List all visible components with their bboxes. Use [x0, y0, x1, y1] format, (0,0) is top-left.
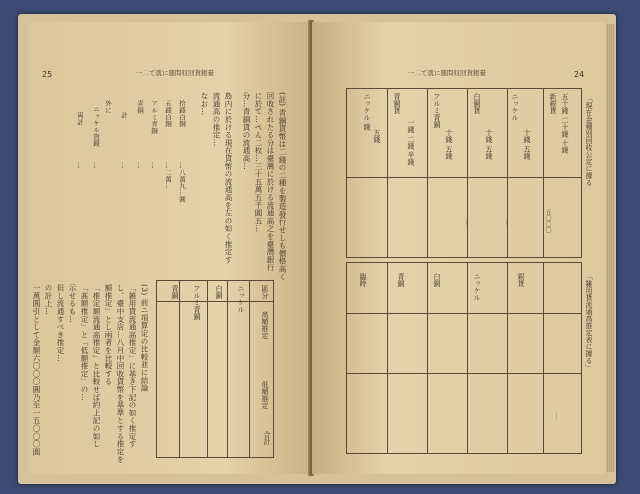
page-edges — [606, 24, 614, 472]
table-row-label: 合計 — [263, 431, 271, 445]
footer-text: … — [554, 413, 561, 419]
table1-value: … — [150, 162, 158, 169]
left-page — [28, 22, 310, 474]
table-row-label: 青銅 — [171, 285, 179, 299]
page-number-left: 25 — [42, 70, 53, 79]
text-column: 一萬圓引として金額六〇〇〇圓乃至一五〇〇〇圓 — [32, 284, 41, 456]
table1-label: 五錢白銅 — [164, 100, 172, 128]
estimate-table — [156, 280, 274, 458]
text-column: なお… — [200, 92, 209, 116]
table-header-cell: 低額推定 — [261, 381, 269, 409]
table1-value: … — [136, 162, 144, 169]
table-header-cell: 區分 — [261, 285, 269, 299]
table-row-label: ニッケル 錢 — [363, 93, 371, 131]
table-row-label: 白銅 — [215, 285, 223, 299]
table-row-label: アルミ青銅 — [433, 93, 441, 128]
table-row-label: 青銅貨 — [393, 93, 401, 114]
running-head-right: 一二て就に題問収回貨銀臺 — [408, 69, 486, 77]
table1-label: 計 — [120, 112, 128, 119]
text-column: 回收されたる分は臺灣に於ける流通高之を臺灣銀行 — [266, 92, 275, 272]
running-head-left: 一二て就に題問収回貨銀臺 — [136, 69, 214, 77]
table1-label: 拾錢白銅 — [178, 100, 186, 128]
table-row-sub: 十錢 五錢 — [523, 129, 531, 160]
amount-value: 五〇〇〇 — [544, 209, 551, 233]
table-row-label: 臨時 — [359, 273, 367, 287]
table1-label: アルミ青銅 — [150, 100, 158, 134]
open-book — [18, 14, 616, 484]
circulation-table — [346, 262, 593, 454]
table-row-sub: 十錢 五錢 — [485, 129, 493, 160]
table1-value: …八萬九…圓 — [178, 162, 186, 203]
text-column: 「雑用貨流通高推定」に基き下記の如く推定す — [128, 284, 137, 448]
table1-value: …二萬… — [164, 162, 172, 190]
text-column: 但し流通すべき推定… — [56, 284, 65, 362]
amount-value: … — [464, 219, 471, 225]
table-row-sub: 十錢 五錢 — [445, 129, 453, 160]
denomination-table — [346, 88, 593, 258]
table-header-cell: 髙額推定 — [261, 311, 269, 339]
text-column: 「髙額推定」と「低額推定」の… — [80, 284, 89, 401]
table-row-sub: 一錢 二錢 半錢 — [407, 119, 415, 166]
text-column: 島内に於ける現在貨幣の流通高を左の如く推定す — [224, 92, 233, 264]
table1-value: … — [76, 162, 84, 169]
text-column: (3) 前ニ項算定の比較並に結論 — [140, 284, 149, 392]
text-column: 額推定」とし兩者を比較する — [104, 284, 113, 386]
text-column: 「推定額流通高推定」と比較せば約上記の如し — [92, 284, 101, 448]
table-row-label: 青銅 — [397, 273, 405, 287]
table1-label: ニッケル貨錢 — [92, 106, 100, 147]
table-row-sub: 五十錢 二十錢 十錢 — [561, 93, 569, 154]
table-title: 「現在金種別回收公定に據る — [585, 95, 593, 186]
table1-label: 青銅 — [136, 100, 144, 114]
table-row-label: 白銅貨 — [473, 93, 481, 114]
table-row-label: 新銀貨 — [549, 93, 557, 114]
table1-label: 両計 — [76, 112, 84, 126]
table-row-label: 白銅 — [433, 273, 441, 287]
table-row-label: ニッケル — [511, 93, 519, 121]
table-row-label: ニッケル — [473, 273, 481, 301]
table-row-sub: 五錢 — [373, 129, 381, 143]
table1-value: … — [92, 162, 100, 169]
text-column: の計上… — [44, 284, 53, 316]
table-row-label: アルミ青銅 — [193, 285, 201, 320]
table1-label: 外に — [104, 100, 112, 114]
table-row-label: 銀貨 — [517, 273, 525, 287]
text-column: 分…青銅貨の流通高… — [242, 92, 251, 170]
page-number-right: 24 — [574, 70, 585, 79]
table-title: 「雑用貨流通高推定表に據る」 — [585, 273, 593, 371]
table1-value: … — [120, 162, 128, 169]
text-column: に於て…ぺん二枚…三十五萬五千圓五… — [254, 92, 263, 233]
text-column: (註) 青銅貨幣は二錢の二種を製造發行せしも價格高く — [278, 92, 287, 281]
amount-value: … — [504, 219, 511, 225]
text-column: し、臺中支店…八月中回收貨幣を基準とする推定を — [116, 284, 125, 464]
table-row-label: ニッケル — [237, 285, 245, 313]
text-column: 示せるも… — [68, 284, 77, 323]
right-page — [312, 22, 606, 474]
text-column: 流通高の推定… — [212, 92, 221, 147]
